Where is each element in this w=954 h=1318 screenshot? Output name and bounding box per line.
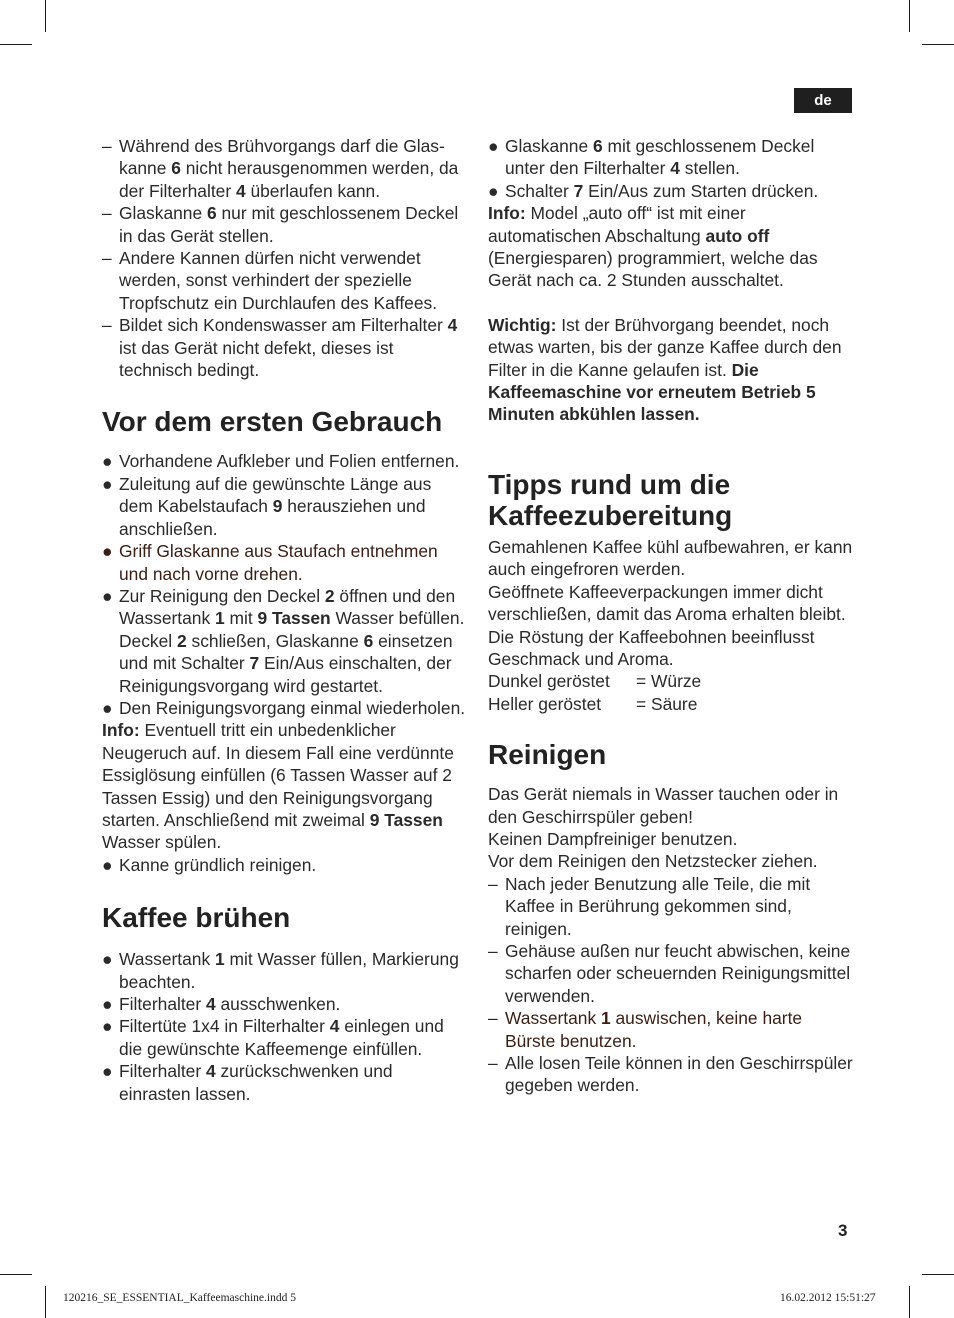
important-note: Wichtig: Ist der Brühvorgang beendet, noch etwas warten, bis der ganze Kaffee durch den Filter in die Kanne gelaufen ist. Die Kaffeemaschine vor erneutem Betrieb 5 Minuten abkühlen lassen. — [488, 314, 842, 425]
paragraph: Vor dem Reinigen den Netzstecker ziehen. — [488, 851, 818, 872]
bullet-icon: ● — [102, 451, 113, 472]
bullet-icon: ● — [102, 541, 113, 562]
auto-off-info: Info: Model „auto off“ ist mit einer automatischen Abschaltung auto off (Energiesparen) programmiert, welche das Gerät nach ca. 2 Stunden ausschaltet. — [488, 203, 818, 291]
crop-mark — [45, 1286, 46, 1318]
left-column — [102, 135, 468, 1105]
dash-icon: – — [102, 203, 112, 224]
print-slug-date: 16.02.2012 15:51:27 — [780, 1292, 876, 1304]
section-title-cleaning: Reinigen — [488, 739, 607, 771]
roast-value: = Würze — [636, 671, 702, 692]
paragraph: Geöffnete Kaffeeverpackungen immer dicht verschließen, damit das Aroma erhalten bleibt. — [488, 581, 846, 625]
list-item: ● Glaskanne 6 mit geschlossenem Deckel unter den Filterhalter 4 stellen. — [488, 136, 815, 179]
list-item: ● Filtertüte 1x4 in Filterhalter 4 einlegen und die gewünschte Kaffeemenge einfüllen. — [102, 1016, 444, 1059]
list-item: ● Zur Reinigung den Deckel 2 öffnen und den Wassertank 1 mit 9 Tassen Wasser befüllen. Deckel 2 schließen, Glaskanne 6 einsetzen und mit Schalter 7 Ein/Aus einschalten, der Reinigungsvorgang wird gestartet. — [102, 585, 465, 696]
list-item: ● Filterhalter 4 ausschwenken. — [102, 994, 341, 1014]
dash-icon: – — [488, 1008, 498, 1029]
list-item: ● Filterhalter 4 zurückschwenken und einrasten lassen. — [102, 1061, 393, 1104]
roast-label: Heller geröstet — [488, 693, 602, 714]
paragraph: Keinen Dampfreiniger benutzen. — [488, 828, 738, 849]
paragraph: Die Röstung der Kaffeebohnen beeinflusst Geschmack und Aroma. — [488, 626, 815, 669]
crop-mark — [0, 44, 32, 45]
print-slug-file: 120216_SE_ESSENTIAL_Kaffeemaschine.indd 5 — [63, 1292, 296, 1304]
bullet-icon: ● — [102, 854, 113, 875]
roast-row — [488, 670, 854, 692]
crop-mark — [909, 1286, 910, 1318]
brew-continued-list — [488, 135, 854, 202]
crop-mark — [922, 44, 954, 45]
roast-row — [488, 693, 854, 715]
list-item: ● Vorhandene Aufkleber und Folien entfernen. — [102, 451, 460, 472]
brew-list — [102, 948, 468, 1105]
bullet-icon: ● — [488, 136, 499, 156]
list-item: ● Den Reinigungsvorgang einmal wiederholen. — [102, 697, 466, 718]
roast-table — [488, 670, 854, 715]
paragraph: Das Gerät niemals in Wasser tauchen oder in den Geschirrspüler geben! — [488, 784, 839, 827]
list-item: – Glaskanne 6 nur mit geschlossenem Deckel in das Gerät stellen. — [102, 203, 459, 246]
first-use-info: Info: Eventuell tritt ein unbedenklicher Neugeruch auf. In diesem Fall eine verdünnte Essiglösung einfüllen (6 Tassen Wasser auf 2 Tassen Essig) und den Reinigungsvorgang starten. Anschließend mit zweimal 9 Tassen Wasser spülen. — [102, 720, 454, 853]
list-item: – Nach jeder Benutzung alle Teile, die mit Kaffee in Berührung gekommen sind, reinigen. — [488, 873, 811, 939]
intro-list — [102, 135, 468, 381]
list-item: – Bildet sich Kondenswasser am Filterhalter 4 ist das Gerät nicht defekt, dieses ist technisch bedingt. — [102, 315, 458, 381]
section-title-tips: Tipps rund um die Kaffeezubereitung — [488, 468, 733, 531]
language-tag: de — [794, 88, 852, 113]
dash-icon: – — [488, 1053, 498, 1073]
bullet-icon: ● — [102, 697, 113, 718]
tips-paragraphs — [488, 536, 854, 670]
first-use-list — [102, 450, 468, 719]
crop-mark — [909, 0, 910, 32]
cleaning-list — [488, 873, 854, 1097]
right-column — [488, 135, 854, 1097]
bullet-icon: ● — [102, 949, 113, 970]
cleaning-paragraphs — [488, 783, 854, 873]
list-item: – Andere Kannen dürfen nicht verwendet werden, sonst verhindert der spezielle Tropfschutz ein Durchlaufen des Kaffees. — [102, 248, 438, 313]
bullet-icon: ● — [488, 180, 499, 201]
dash-icon: – — [488, 873, 498, 894]
section-title-brew: Kaffee brühen — [102, 902, 291, 934]
bullet-icon: ● — [102, 994, 113, 1014]
list-item: ● Kanne gründlich reinigen. — [102, 854, 317, 875]
list-item: ● Griff Glaskanne aus Staufach entnehmen und nach vorne drehen. — [102, 541, 438, 584]
page-number: 3 — [838, 1221, 848, 1240]
list-item: – Während des Brühvorgangs darf die Glas-kanne 6 nicht herausgenommen werden, da der Filterhalter 4 überlaufen kann. — [102, 136, 459, 201]
dash-icon: – — [102, 315, 112, 336]
bullet-icon: ● — [102, 473, 113, 494]
section-title-first-use: Vor dem ersten Gebrauch — [102, 406, 443, 438]
list-item: ● Schalter 7 Ein/Aus zum Starten drücken. — [488, 180, 819, 201]
dash-icon: – — [102, 248, 112, 269]
list-item: – Alle losen Teile können in den Geschirrspüler gegeben werden. — [488, 1053, 853, 1096]
dash-icon: – — [488, 940, 498, 961]
first-use-last-item — [102, 854, 468, 876]
crop-mark — [922, 1274, 954, 1275]
roast-label: Dunkel geröstet — [488, 671, 610, 692]
list-item: ● Wassertank 1 mit Wasser füllen, Markierung beachten. — [102, 949, 459, 992]
bullet-icon: ● — [102, 585, 113, 606]
bullet-icon: ● — [102, 1061, 113, 1082]
roast-value: = Säure — [636, 693, 698, 714]
paragraph: Gemahlenen Kaffee kühl aufbewahren, er kann auch eingefroren werden. — [488, 536, 853, 580]
list-item: – Wassertank 1 auswischen, keine harte Bürste benutzen. — [488, 1008, 803, 1051]
crop-mark — [45, 0, 46, 32]
crop-mark — [0, 1274, 32, 1275]
dash-icon: – — [102, 136, 112, 156]
bullet-icon: ● — [102, 1016, 113, 1037]
list-item: – Gehäuse außen nur feucht abwischen, keine scharfen oder scheuernden Reinigungsmittel verwenden. — [488, 940, 851, 1006]
list-item: ● Zuleitung auf die gewünschte Länge aus dem Kabelstaufach 9 herausziehen und anschließen. — [102, 473, 432, 539]
